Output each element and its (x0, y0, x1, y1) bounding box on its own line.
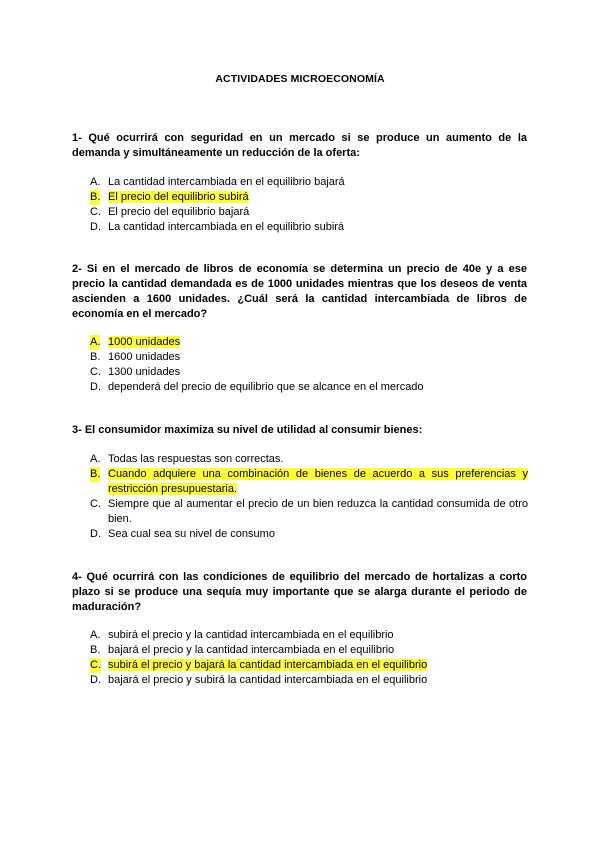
option-1a: A. La cantidad intercambiada en el equilibrio bajará (90, 176, 345, 188)
option-3b: B. Cuando adquiere una combinación de bienes de acuerdo a sus preferencias y restricción presupuestaria. (90, 468, 528, 495)
option-1c: C. El precio del equilibrio bajará (90, 206, 250, 218)
question-3-text: 3- El consumidor maximiza su nivel de utilidad al consumir bienes: (72, 424, 423, 436)
option-2a: A. 1000 unidades (90, 336, 181, 348)
question-2-options (90, 335, 528, 395)
question-3-options (90, 452, 528, 542)
option-2c: C. 1300 unidades (90, 366, 181, 378)
option-4a: A. subirá el precio y la cantidad intercambiada en el equilibrio (90, 629, 394, 641)
page-title: ACTIVIDADES MICROECONOMÍA (215, 73, 385, 85)
option-3a: A. Todas las respuestas son correctas. (90, 453, 284, 465)
question-2-text: 2- Si en el mercado de libros de economía se determina un precio de 40e y a ese precio la cantidad demandada es de 1000 unidades mientras que los deseos de venta ascienden a 1600 unidades. ¿Cuál será la cantidad intercambiada de libros de economía en el mercado? (72, 263, 527, 320)
option-4c: C. subirá el precio y bajará la cantidad intercambiada en el equilibrio (90, 659, 428, 671)
option-4d: D. bajará el precio y subirá la cantidad intercambiada en el equilibrio (90, 674, 428, 686)
question-1-options (90, 175, 528, 235)
question-1-text: 1- Qué ocurrirá con seguridad en un mercado si se produce un aumento de la demanda y simultáneamente un reducción de la oferta: (72, 132, 527, 159)
option-1b: B. El precio del equilibrio subirá (90, 191, 249, 203)
option-2b: B. 1600 unidades (90, 351, 181, 363)
option-1d: D. La cantidad intercambiada en el equilibrio subirá (90, 221, 345, 233)
option-3d: D. Sea cual sea su nivel de consumo (90, 528, 275, 540)
question-4-options (90, 628, 528, 688)
option-2d: D. dependerá del precio de equilibrio que se alcance en el mercado (90, 381, 424, 393)
option-3c: C. Siempre que al aumentar el precio de un bien reduzca la cantidad consumida de otro bien. (90, 498, 528, 525)
question-4-text: 4- Qué ocurrirá con las condiciones de equilibrio del mercado de hortalizas a corto plazo si se produce una sequía muy importante que se alarga durante el periodo de maduración? (72, 571, 527, 613)
option-4b: B. bajará el precio y la cantidad intercambiada en el equilibrio (90, 644, 395, 656)
